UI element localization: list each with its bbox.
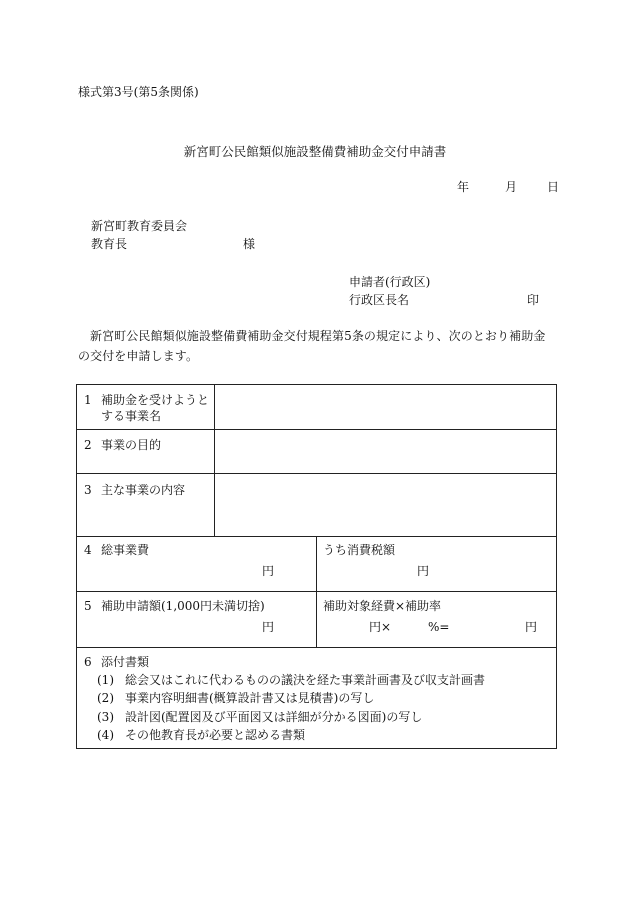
row4-right-label: うち消費税額 xyxy=(323,543,396,557)
project-name-field[interactable] xyxy=(221,399,551,419)
document-title: 新宮町公民館類似施設整備費補助金交付申請書 xyxy=(183,144,447,159)
row1-number: 1 xyxy=(84,393,92,407)
row-divider xyxy=(77,473,556,474)
total-cost-unit: 円 xyxy=(262,564,275,578)
row6-number: 6 xyxy=(84,655,92,669)
row-divider xyxy=(77,429,556,430)
row3-number: 3 xyxy=(84,483,92,497)
attachment-item-text: 事業内容明細書(概算設計書又は見積書)の写し xyxy=(125,691,375,705)
attachment-item xyxy=(97,711,422,723)
attachment-item-text: 総会又はこれに代わるものの議決を経た事業計画書及び収支計画書 xyxy=(125,673,486,687)
formula-percent-equals: %= xyxy=(428,620,450,634)
subsidy-amount-unit: 円 xyxy=(262,620,275,634)
attachment-item-text: 設計図(配置図及び平面図又は詳細が分かる図面)の写し xyxy=(125,710,423,724)
row2-number: 2 xyxy=(84,438,92,452)
formula-yen-times: 円× xyxy=(369,620,392,634)
row4-number: 4 xyxy=(84,543,92,557)
addressee-organization: 新宮町教育委員会 xyxy=(91,219,188,233)
date-line xyxy=(457,181,559,193)
row3-label: 主な事業の内容 xyxy=(101,483,186,497)
row5-number: 5 xyxy=(84,599,92,613)
attachment-item-number: (2) xyxy=(97,691,114,705)
addressee-title: 教育長 xyxy=(91,237,128,251)
application-form-table xyxy=(76,384,557,749)
seal-mark: 印 xyxy=(527,293,540,307)
attachment-item xyxy=(97,674,485,686)
applicant-name-label: 行政区長名 xyxy=(349,293,410,307)
row4-left-label: 総事業費 xyxy=(101,543,150,557)
row6-label: 添付書類 xyxy=(101,655,150,669)
row1-label-line2: する事業名 xyxy=(101,409,162,423)
row-divider xyxy=(77,647,556,648)
consumption-tax-unit: 円 xyxy=(417,564,430,578)
row5-left-label: 補助申請額(1,000円未満切捨) xyxy=(101,599,265,613)
attachment-item-number: (4) xyxy=(97,728,114,742)
applicant-label: 申請者(行政区) xyxy=(349,275,431,289)
amount-column-divider xyxy=(316,536,317,647)
date-month-label: 月 xyxy=(505,180,518,194)
date-year-label: 年 xyxy=(457,180,470,194)
form-number: 様式第3号(第5条関係) xyxy=(78,85,199,99)
row5-right-label: 補助対象経費×補助率 xyxy=(323,599,442,613)
row2-label: 事業の目的 xyxy=(101,438,162,452)
application-body-text: 新宮町公民館類似施設整備費補助金交付規程第5条の規定により、次のとおり補助金の交付を申請します。 xyxy=(78,329,546,363)
project-content-field[interactable] xyxy=(221,485,551,525)
addressee-honorific: 様 xyxy=(243,237,256,251)
attachment-item-number: (3) xyxy=(97,710,114,724)
label-column-divider xyxy=(214,385,215,536)
date-day-label: 日 xyxy=(547,180,560,194)
formula-result-yen: 円 xyxy=(525,620,538,634)
attachment-item-number: (1) xyxy=(97,673,114,687)
project-purpose-field[interactable] xyxy=(221,441,551,461)
row1-label-line1: 補助金を受けようと xyxy=(101,393,210,407)
attachment-item xyxy=(97,729,305,741)
attachment-item xyxy=(97,692,374,704)
attachment-item-text: その他教育長が必要と認める書類 xyxy=(125,728,306,742)
